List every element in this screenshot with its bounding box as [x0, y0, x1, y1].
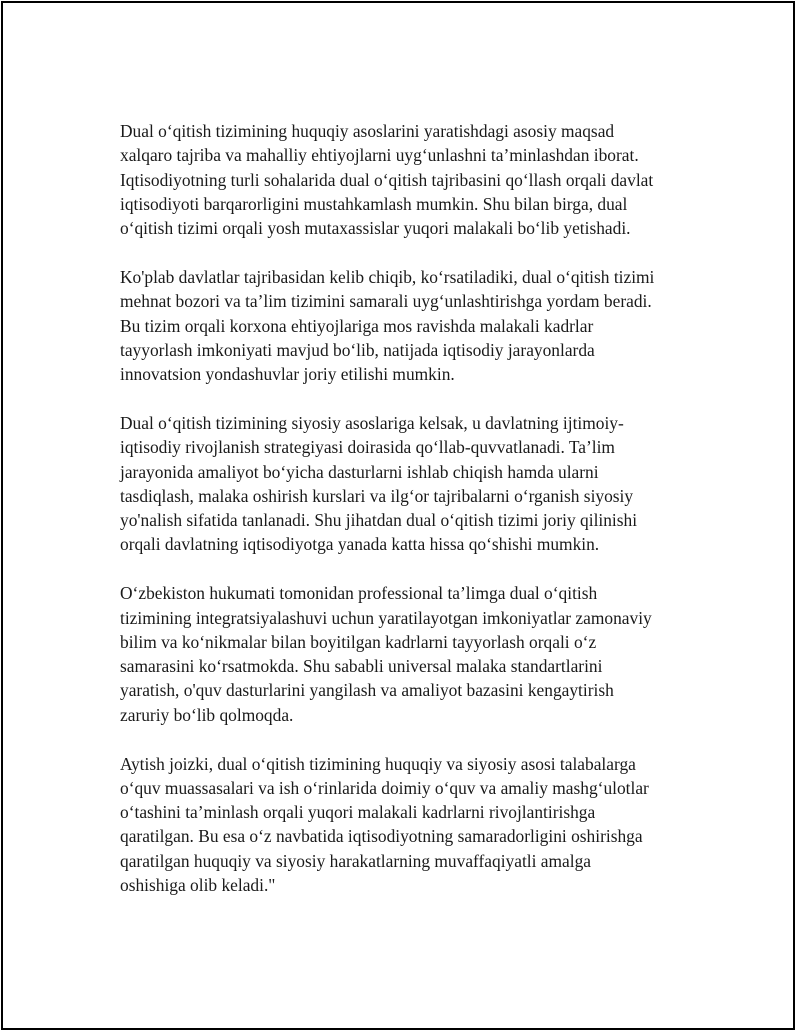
- paragraph-5: Aytish joizki, dual o‘qitish tizimining huquqiy va siyosiy asosi talabalarga o‘quv muassasalari va ish o‘rinlarida doimiy o‘quv va amaliy mashg‘ulotlar o‘tashini ta’minlash orqali yuqori malakali kadrlarni rivojlantirishga qaratilgan. Bu esa o‘z navbatida iqtisodiyotning samaradorligini oshirishga qaratilgan huquqiy va siyosiy harakatlarning muvaffaqiyatli amalga oshishiga olib keladi.": [120, 753, 649, 896]
- document-page: [1, 1, 795, 1030]
- document-body: [120, 119, 700, 922]
- paragraph-4: O‘zbekiston hukumati tomonidan professional ta’limga dual o‘qitish tizimining integratsiyalashuvi uchun yaratilayotgan imkoniyatlar zamonaviy bilim va ko‘nikmalar bilan boyitilgan kadrlarni tayyorlash orqali o‘z samarasini ko‘rsatmokda. Shu sababli universal malaka standartlarini yaratish, o'quv dasturlarini yangilash va amaliyot bazasini kengaytirish zaruriy bo‘lib qolmoqda.: [120, 583, 652, 725]
- paragraph-1: Dual o‘qitish tizimining huquqiy asoslarini yaratishdagi asosiy maqsad xalqaro tajriba va mahalliy ehtiyojlarni uyg‘unlashni ta’minlashdan iborat. Iqtisodiyotning turli sohalarida dual o‘qitish tajribasini qo‘llash orqali davlat iqtisodiyoti barqarorligini mustahkamlash mumkin. Shu bilan birga, dual o‘qitish tizimi orqali yosh mutaxassislar yuqori malakali bo‘lib yetishadi.: [120, 121, 654, 239]
- paragraph-3: Dual o‘qitish tizimining siyosiy asoslariga kelsak, u davlatning ijtimoiy- iqtisodiy rivojlanish strategiyasi doirasida qo‘llab-quvvatlanadi. Ta’lim jarayonida amaliyot bo‘yicha dasturlarni ishlab chiqish hamda ularni tasdiqlash, malaka oshirish kurslari va ilg‘or tajribalarni o‘rganish siyosiy yo'nalish sifatida tanlanadi. Shu jihatdan dual o‘qitish tizimi joriy qilinishi orqali davlatning iqtisodiyotga yanada katta hissa qo‘shishi mumkin.: [120, 412, 638, 555]
- paragraph-2: Ko'plab davlatlar tajribasidan kelib chiqib, ko‘rsatiladiki, dual o‘qitish tizimi mehnat bozori va ta’lim tizimini samarali uyg‘unlashtirishga yordam beradi. Bu tizim orqali korxona ehtiyojlariga mos ravishda malakali kadrlar tayyorlash imkoniyati mavjud bo‘lib, natijada iqtisodiy jarayonlarda innovatsion yondashuvlar joriy etilishi mumkin.: [120, 266, 655, 385]
